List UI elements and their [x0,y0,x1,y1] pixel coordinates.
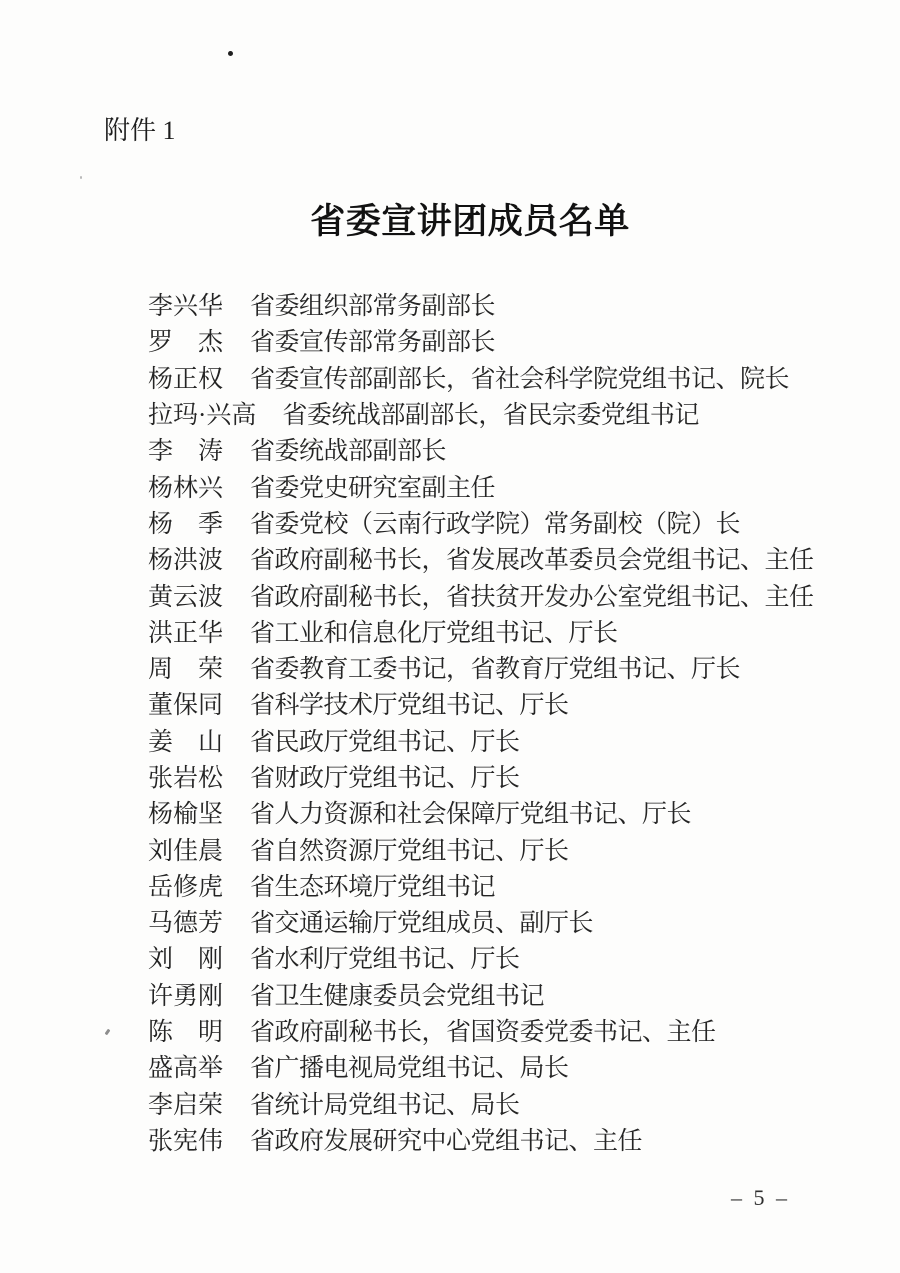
member-row [148,939,838,975]
member-title: 省委党史研究室副主任 [250,474,496,502]
member-name: 陈 明 [148,1019,224,1047]
member-name: 张宪伟 [148,1127,224,1155]
member-row [148,794,838,830]
member-title: 省自然资源厅党组书记、厅长 [250,837,569,865]
member-title: 省生态环境厅党组书记 [250,873,496,901]
page-number: – 5 – [731,1185,790,1210]
member-name: 罗 杰 [148,329,224,357]
member-row [148,1012,838,1048]
member-name: 张岩松 [148,765,224,792]
member-name: 盛高举 [148,1055,224,1083]
member-title: 省委宣传部副部长，省社会科学院党组书记、院长 [250,365,790,393]
member-title: 省交通运输厅党组成员、副厅长 [250,910,594,938]
member-name: 杨洪波 [148,547,224,575]
member-title: 省政府副秘书长，省扶贫开发办公室党组书记、主任 [250,583,814,611]
scan-speck-icon [80,176,82,179]
member-name: 李启荣 [148,1091,224,1119]
member-row [148,540,838,576]
member-title: 省委党校（云南行政学院）常务副校（院）长 [250,510,741,538]
scan-speck-icon [228,51,233,56]
member-title: 省人力资源和社会保障厅党组书记、厅长 [250,801,692,829]
member-row [148,1048,838,1084]
member-row [148,504,838,540]
document-title: 省委宣讲团成员名单 [310,202,630,241]
member-row [148,685,838,721]
member-title: 省卫生健康委员会党组书记 [250,982,545,1010]
member-name: 李 涛 [148,438,224,466]
scan-speck-icon [105,1029,111,1036]
member-title: 省工业和信息化厅党组书记、厅长 [250,619,618,647]
member-row [148,1121,838,1157]
member-title: 省水利厅党组书记、厅长 [250,946,520,974]
member-row [148,431,838,467]
member-title: 省广播电视局党组书记、局长 [250,1055,569,1083]
member-row [148,722,838,758]
member-row [148,1085,838,1121]
member-name: 董保同 [148,692,224,720]
member-list [148,286,838,1157]
member-name: 岳修虎 [148,873,224,901]
attachment-label: 附件 1 [104,116,176,145]
member-title: 省民政厅党组书记、厅长 [250,728,520,756]
member-name: 刘 刚 [148,946,224,974]
member-name: 周 荣 [148,656,224,684]
member-name: 姜 山 [148,728,224,756]
member-title: 省财政厅党组书记、厅长 [250,765,520,792]
member-row [148,395,838,431]
member-name: 许勇刚 [148,982,224,1010]
member-name: 杨榆坚 [148,801,224,829]
member-row [148,322,838,358]
member-name: 刘佳晨 [148,837,224,865]
member-row [148,576,838,612]
member-name: 洪正华 [148,619,224,647]
member-title: 省政府副秘书长，省国资委党委书记、主任 [250,1019,716,1047]
member-name: 黄云波 [148,583,224,611]
member-title: 省委教育工委书记，省教育厅党组书记、厅长 [250,656,741,684]
member-row [148,649,838,685]
member-title: 省统计局党组书记、局长 [250,1091,520,1119]
member-title: 省政府副秘书长，省发展改革委员会党组书记、主任 [250,547,814,575]
member-row [148,976,838,1012]
member-row [148,758,838,794]
member-title: 省科学技术厅党组书记、厅长 [250,692,569,720]
member-name: 马德芳 [148,910,224,938]
member-row [148,867,838,903]
member-title: 省委组织部常务副部长 [250,293,496,321]
member-name: 李兴华 [148,293,224,321]
member-row [148,359,838,395]
member-name: 杨正权 [148,365,224,393]
member-name: 杨林兴 [148,474,224,502]
member-title: 省委统战部副部长 [250,438,447,466]
member-name: 拉玛·兴高 [148,402,257,430]
member-title: 省政府发展研究中心党组书记、主任 [250,1127,643,1155]
member-title: 省委宣传部常务副部长 [250,329,496,357]
member-row [148,830,838,866]
member-row [148,286,838,322]
member-row [148,467,838,503]
member-title: 省委统战部副部长，省民宗委党组书记 [282,402,699,430]
member-row [148,613,838,649]
member-row [148,903,838,939]
member-name: 杨 季 [148,510,224,538]
